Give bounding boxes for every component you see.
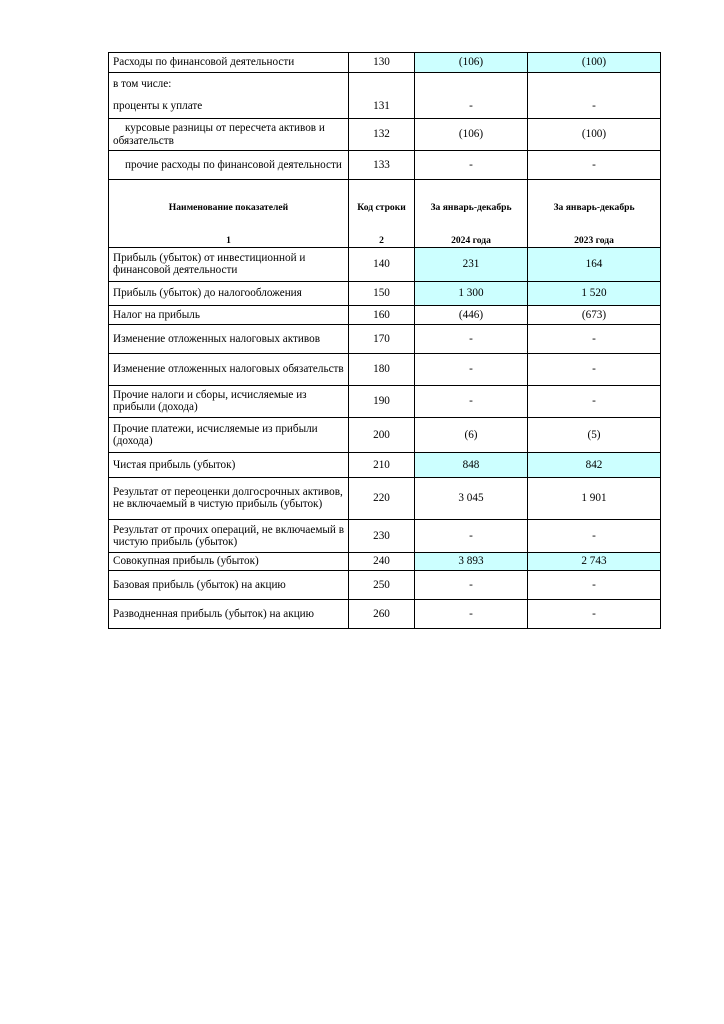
header-row	[109, 180, 661, 235]
header-period-2: За январь-декабрь	[528, 180, 661, 235]
row-name: курсовые разницы от пересчета активов и обязательств	[109, 119, 349, 151]
column-number-1: 1	[109, 235, 349, 248]
value-2023: (100)	[528, 119, 661, 151]
row-name: Прочие налоги и сборы, исчисляемые из прибыли (дохода)	[109, 385, 349, 417]
value-2024: 3 045	[415, 477, 528, 519]
table-row	[109, 305, 661, 324]
row-name: Прочие платежи, исчисляемые из прибыли (дохода)	[109, 417, 349, 452]
row-code: 190	[349, 385, 415, 417]
table-row	[109, 570, 661, 599]
table-row	[109, 95, 661, 119]
row-name: Налог на прибыль	[109, 305, 349, 324]
table-row	[109, 247, 661, 281]
value-2023: (5)	[528, 417, 661, 452]
value-2023: (673)	[528, 305, 661, 324]
value-2024: 231	[415, 247, 528, 281]
financial-statement-table	[108, 52, 661, 629]
table-row	[109, 324, 661, 353]
year-label-2: 2023 года	[528, 235, 661, 248]
value-2024: -	[415, 519, 528, 552]
year-label-1: 2024 года	[415, 235, 528, 248]
table-row	[109, 119, 661, 151]
table-row	[109, 599, 661, 628]
value-2024: -	[415, 353, 528, 385]
row-name: Прибыль (убыток) до налогообложения	[109, 281, 349, 305]
value-2024: (6)	[415, 417, 528, 452]
value-2023: 1 520	[528, 281, 661, 305]
row-code: 250	[349, 570, 415, 599]
value-2024: -	[415, 599, 528, 628]
row-code: 240	[349, 552, 415, 570]
value-2024: (106)	[415, 119, 528, 151]
value-2023: 164	[528, 247, 661, 281]
row-code: 230	[349, 519, 415, 552]
value-2024: (106)	[415, 53, 528, 73]
table-row	[109, 385, 661, 417]
value-2024: 3 893	[415, 552, 528, 570]
table-row	[109, 151, 661, 180]
row-code: 132	[349, 119, 415, 151]
header-period-1: За январь-декабрь	[415, 180, 528, 235]
row-name: Базовая прибыль (убыток) на акцию	[109, 570, 349, 599]
table-row	[109, 417, 661, 452]
row-code: 133	[349, 151, 415, 180]
row-name: прочие расходы по финансовой деятельности	[109, 151, 349, 180]
header-name: Наименование показателей	[109, 180, 349, 235]
row-name: Изменение отложенных налоговых обязательств	[109, 353, 349, 385]
value-2023: 1 901	[528, 477, 661, 519]
value-2023: 842	[528, 452, 661, 477]
row-code: 160	[349, 305, 415, 324]
row-name: Результат от прочих операций, не включаемый в чистую прибыль (убыток)	[109, 519, 349, 552]
value-2023: -	[528, 519, 661, 552]
value-2023: -	[528, 324, 661, 353]
column-number-2: 2	[349, 235, 415, 248]
value-2023: -	[528, 151, 661, 180]
value-2024: 848	[415, 452, 528, 477]
row-name: Разводненная прибыль (убыток) на акцию	[109, 599, 349, 628]
row-name: Прибыль (убыток) от инвестиционной и финансовой деятельности	[109, 247, 349, 281]
row-code: 150	[349, 281, 415, 305]
value-2024: -	[415, 151, 528, 180]
table-row	[109, 73, 661, 95]
numbering-row	[109, 235, 661, 248]
row-code: 140	[349, 247, 415, 281]
table-row	[109, 477, 661, 519]
row-name: Совокупная прибыль (убыток)	[109, 552, 349, 570]
value-2024: -	[415, 324, 528, 353]
row-name: Расходы по финансовой деятельности	[109, 53, 349, 73]
row-code: 131	[349, 95, 415, 119]
row-code: 220	[349, 477, 415, 519]
row-code: 260	[349, 599, 415, 628]
table-row	[109, 519, 661, 552]
row-code: 170	[349, 324, 415, 353]
value-2023: -	[528, 599, 661, 628]
row-code: 130	[349, 53, 415, 73]
row-name: проценты к уплате	[109, 95, 349, 119]
value-2024: -	[415, 385, 528, 417]
row-code: 210	[349, 452, 415, 477]
header-code: Код строки	[349, 180, 415, 235]
value-2023: -	[528, 385, 661, 417]
value-2024: -	[415, 95, 528, 119]
row-name: в том числе:	[109, 73, 349, 95]
row-code: 180	[349, 353, 415, 385]
row-name: Результат от переоценки долгосрочных активов, не включаемый в чистую прибыль (убыток)	[109, 477, 349, 519]
row-name: Чистая прибыль (убыток)	[109, 452, 349, 477]
value-2023: -	[528, 570, 661, 599]
value-2023: 2 743	[528, 552, 661, 570]
value-2024: 1 300	[415, 281, 528, 305]
value-2023: -	[528, 353, 661, 385]
row-name: Изменение отложенных налоговых активов	[109, 324, 349, 353]
table-row	[109, 552, 661, 570]
value-2023: (100)	[528, 53, 661, 73]
value-2024: (446)	[415, 305, 528, 324]
value-2024: -	[415, 570, 528, 599]
row-code: 200	[349, 417, 415, 452]
table-row	[109, 452, 661, 477]
value-2023: -	[528, 95, 661, 119]
table-row	[109, 53, 661, 73]
table-row	[109, 281, 661, 305]
table-row	[109, 353, 661, 385]
